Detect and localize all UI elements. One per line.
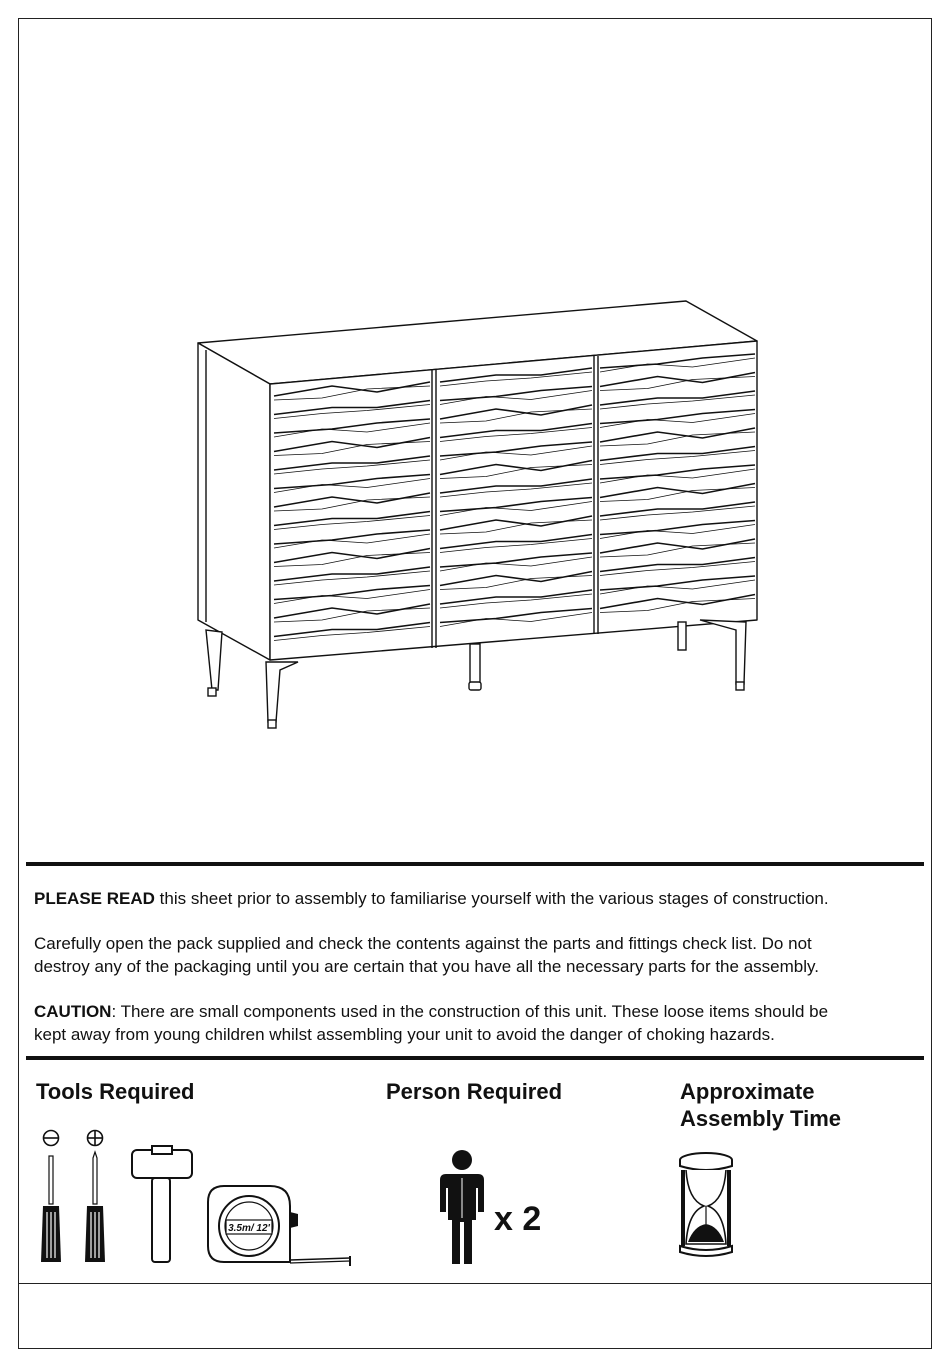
time-heading-line-2: Assembly Time [680, 1106, 842, 1131]
phillips-screwdriver-icon [82, 1128, 110, 1268]
check-contents-line-1: Carefully open the pack supplied and check the contents against the parts and fittings check list. Do not [34, 934, 812, 953]
please-read-notice [34, 887, 914, 910]
person-count: x 2 [494, 1200, 542, 1238]
please-read-label: PLEASE READ [34, 889, 155, 908]
caution-line-1: : There are small components used in the construction of this unit. These loose items should be [111, 1002, 829, 1021]
check-contents-notice [34, 932, 914, 978]
sideboard-illustration [180, 290, 780, 740]
caution-label: CAUTION [34, 1002, 112, 1021]
footer-divider [18, 1283, 932, 1284]
hammer-icon [128, 1144, 198, 1268]
top-divider [26, 862, 924, 866]
hourglass-icon [674, 1150, 738, 1262]
tools-heading: Tools Required [36, 1079, 195, 1104]
caution-line-2: kept away from young children whilst assembling your unit to avoid the danger of choking hazards. [34, 1025, 775, 1044]
check-contents-line-2: destroy any of the packaging until you are certain that you have all the necessary parts for the assembly. [34, 957, 819, 976]
tape-measure-label: 3.5m/ 12' [228, 1223, 270, 1234]
please-read-text: this sheet prior to assembly to familiarise yourself with the various stages of construction. [154, 889, 829, 908]
middle-divider [26, 1056, 924, 1060]
caution-notice [34, 1000, 914, 1046]
time-heading-line-1: Approximate [680, 1079, 815, 1104]
person-heading: Person Required [386, 1079, 563, 1104]
tape-measure-icon [204, 1182, 356, 1270]
time-heading [680, 1078, 841, 1132]
person-icon [438, 1148, 490, 1268]
flathead-screwdriver-icon [38, 1128, 66, 1268]
